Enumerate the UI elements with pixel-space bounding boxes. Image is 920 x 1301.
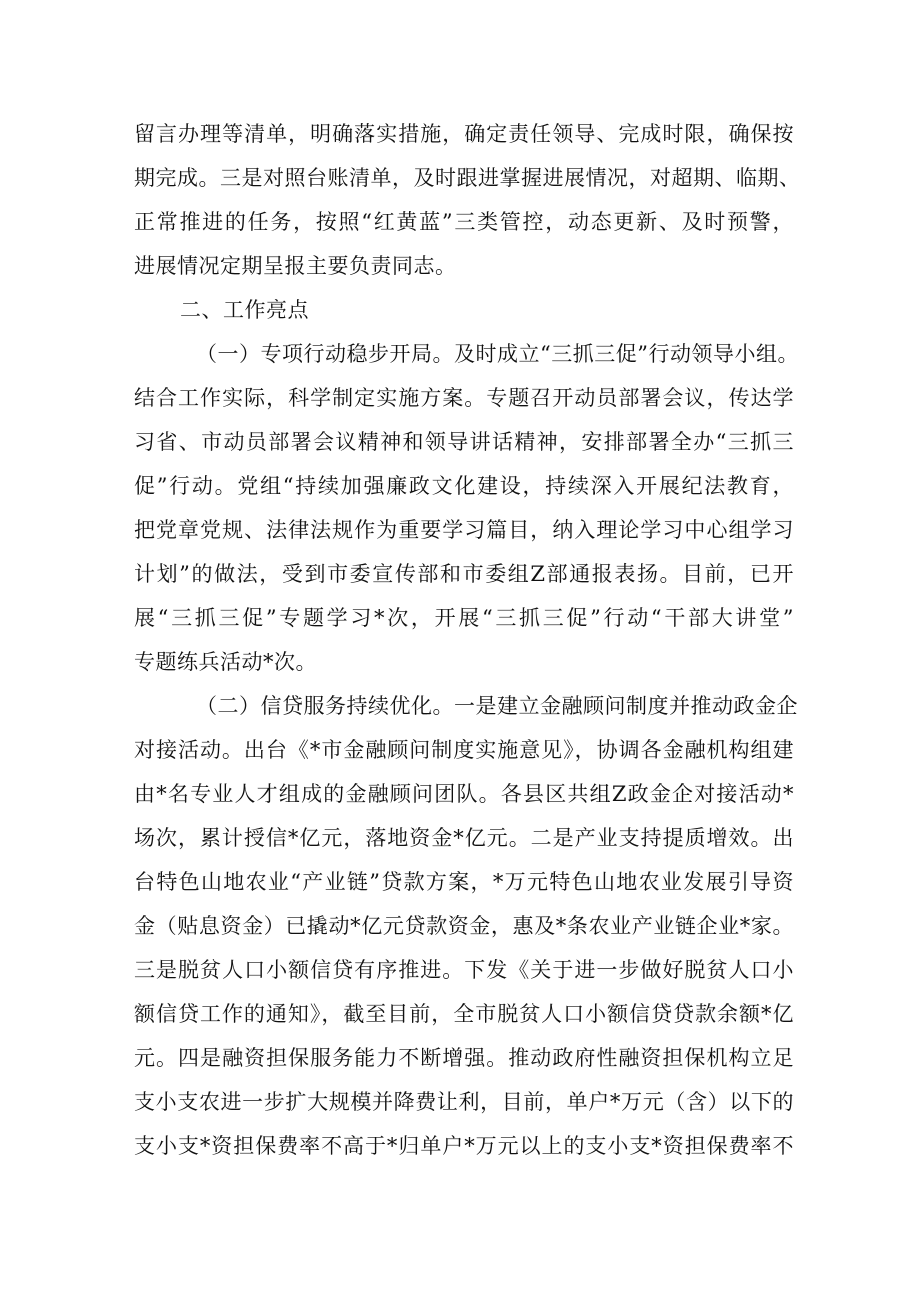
text-line: 结合工作实际，科学制定实施方案。专题召开动员部署会议，传达学 [134, 386, 794, 410]
text-line: 进展情况定期呈报主要负责同志。 [134, 254, 457, 278]
section-heading: 二、工作亮点 [180, 298, 309, 322]
text-line: 把党章党规、法律法规作为重要学习篇目，纳入理论学习中心组学习 [134, 518, 794, 542]
text-line: 正常推进的任务，按照“红黄蓝”三类管控，动态更新、及时预警， [134, 210, 794, 234]
text-line: 习省、市动员部署会议精神和领导讲话精神，安排部署全办“三抓三 [134, 430, 794, 454]
text-line: 台特色山地农业“产业链”贷款方案，*万元特色山地农业发展引导资 [134, 870, 794, 894]
text-line: 场次，累计授信*亿元，落地资金*亿元。二是产业支持提质增效。出 [134, 826, 794, 850]
text-line: 由*名专业人才组成的金融顾问团队。各县区共组Z政金企对接活动* [134, 782, 794, 806]
text-line: 支小支*资担保费率不高于*归单户*万元以上的支小支*资担保费率不 [134, 1134, 794, 1158]
text-line: 计划”的做法，受到市委宣传部和市委组Z部通报表扬。目前，已开 [134, 562, 794, 586]
text-line: 专题练兵活动*次。 [134, 650, 317, 674]
text-line: 展“三抓三促”专题学习*次，开展“三抓三促”行动“干部大讲堂” [134, 606, 794, 630]
paragraph-heading-line: （二）信贷服务持续优化。一是建立金融顾问制度并推动政金企 [196, 694, 798, 718]
text-line: 期完成。三是对照台账清单，及时跟进掌握进展情况，对超期、临期、 [134, 166, 801, 190]
text-line: 支小支农进一步扩大规模并降费让利，目前，单户*万元（含）以下的 [134, 1090, 794, 1114]
text-line: 三是脱贫人口小额信贷有序推进。下发《关于进一步做好脱贫人口小 [134, 958, 794, 982]
text-line: 元。四是融资担保服务能力不断增强。推动政府性融资担保机构立足 [134, 1046, 794, 1070]
text-line: 留言办理等清单，明确落实措施，确定责任领导、完成时限，确保按 [134, 122, 794, 146]
text-line: 金（贴息资金）已撬动*亿元贷款资金，惠及*条农业产业链企业*家。 [134, 914, 794, 938]
text-line: 额信贷工作的通知》，截至目前，全市脱贫人口小额信贷贷款余额*亿 [134, 1002, 794, 1026]
text-line: 对接活动。出台《*市金融顾问制度实施意见》，协调各金融机构组建 [134, 738, 794, 762]
paragraph-heading-line: （一）专项行动稳步开局。及时成立“三抓三促”行动领导小组。 [196, 342, 799, 366]
text-line: 促”行动。党组“持续加强廉政文化建设，持续深入开展纪法教育， [134, 474, 794, 498]
